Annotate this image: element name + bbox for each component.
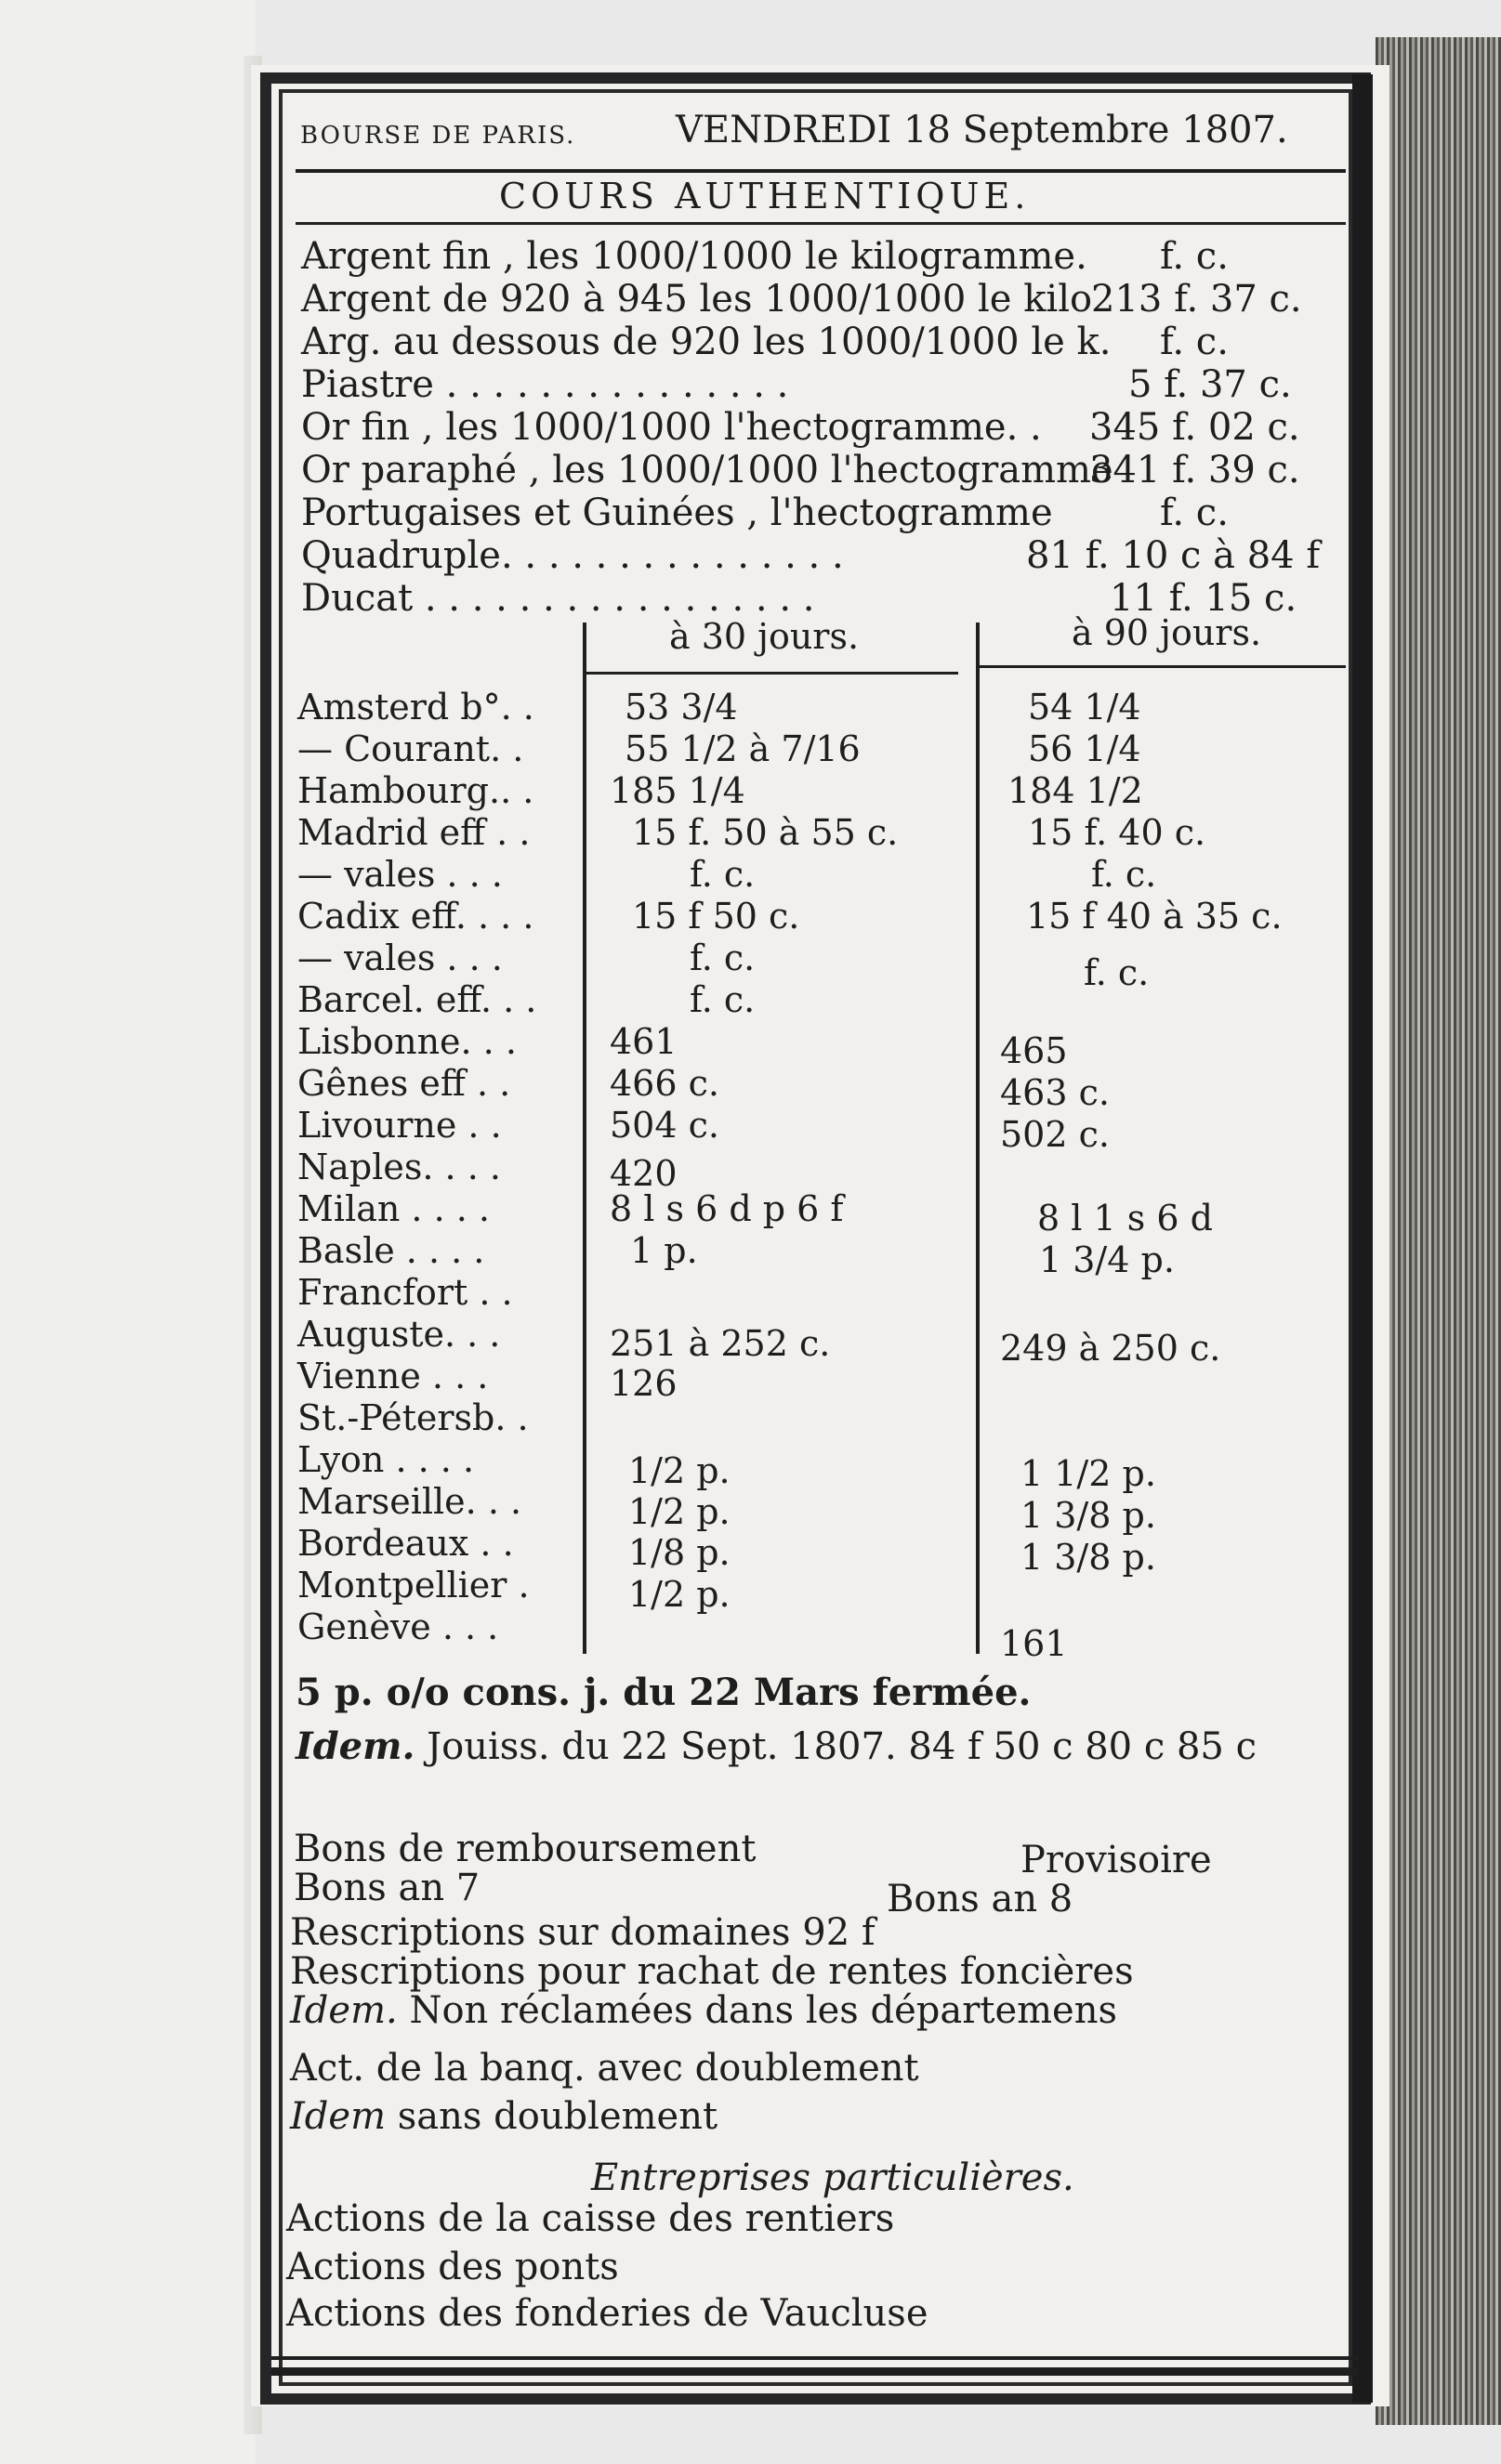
city-label: — Courant. . [297,728,524,769]
metal-price: f. c. [1160,491,1229,534]
city-label: Francfort . . [297,1272,513,1313]
city-label: — vales . . . [297,854,503,895]
metal-price: f. c. [1160,321,1229,363]
rentes-idem: Idem. [296,1724,415,1768]
city-label: Auguste. . . [297,1314,501,1355]
idem-non-reclamees-line [290,1990,1117,2031]
rate-30: 185 1/4 [610,770,745,811]
frame-right-bar [1352,74,1373,2403]
rate-30: 15 f 50 c. [632,896,800,937]
metal-label: Or paraphé , les 1000/1000 l'hectogramme [301,449,1113,491]
rate-30: 53 3/4 [625,687,738,727]
entreprises-heading: Entreprises particulières. [591,2156,1074,2199]
city-label: Lisbonne. . . [297,1021,517,1062]
bons-an-8: Bons an 8 [887,1878,1073,1920]
rate-90: 8 l 1 s 6 d [1037,1198,1213,1239]
rate-90: f. c. [1084,952,1150,993]
rate-90: 465 [1000,1030,1068,1071]
rate-90: 54 1/4 [1028,687,1141,727]
rate-30: 466 c. [610,1063,719,1104]
rate-30: 251 à 252 c. [610,1323,831,1364]
city-label: Amsterd b°. . [297,687,534,727]
rate-30: 461 [610,1021,678,1062]
city-label: Hambourg.. . [297,770,534,811]
header-rule [296,169,1346,173]
rate-30: 1/2 p. [628,1574,731,1615]
metal-label: Argent fin , les 1000/1000 le kilogramme. [301,235,1087,278]
bons-an-7: Bons an 7 [294,1867,481,1909]
idem-sans-doublement-line [290,2096,718,2137]
entreprise-item: Actions des ponts [286,2246,619,2288]
city-label: Cadix eff. . . . [297,896,534,937]
rate-30: 55 1/2 à 7/16 [625,728,861,769]
rate-30: 126 [610,1363,678,1404]
metal-label: Ducat . . . . . . . . . . . . . . . . . [301,577,815,620]
rescriptions-domaines: Rescriptions sur domaines 92 f [290,1911,876,1954]
page-edges [1376,37,1501,2425]
bons-provisoire: Provisoire [1020,1839,1212,1881]
idem-label: Idem [290,2095,387,2138]
rate-90: 463 c. [1000,1072,1110,1113]
col30-header-rule [586,672,958,675]
rate-30: 1/8 p. [628,1532,731,1573]
bottom-rule-upper [271,2356,1359,2360]
city-label: — vales . . . [297,937,503,978]
table-divider-right [976,623,980,1654]
city-label: Montpellier . [297,1565,530,1606]
rate-90: 502 c. [1000,1114,1110,1155]
title-rule [296,222,1346,225]
rate-30: f. c. [690,937,756,978]
rate-30: 8 l s 6 d p 6 f [610,1188,844,1229]
metal-label: Piastre . . . . . . . . . . . . . . . [301,363,789,406]
metal-price: 341 f. 39 c. [1089,449,1300,491]
metal-price: 345 f. 02 c. [1089,406,1300,449]
bons-remboursement: Bons de remboursement [294,1828,757,1870]
rentes-jouissance: Jouiss. du 22 Sept. 1807. 84 f 50 c 80 c 85 c [415,1725,1257,1768]
metal-label: Quadruple. . . . . . . . . . . . . . . [301,534,844,577]
rate-90: 1 3/8 p. [1020,1495,1156,1536]
rentes-idem-line [296,1726,1257,1767]
rate-30: 15 f. 50 à 55 c. [632,812,899,853]
city-label: Naples. . . . [297,1147,501,1187]
rate-90: 161 [1000,1623,1068,1664]
metal-price: f. c. [1160,235,1229,278]
rate-30: 420 [610,1153,678,1194]
page-title: COURS AUTHENTIQUE. [499,176,1031,216]
metal-price: 81 f. 10 c à 84 f [1026,534,1321,577]
table-divider-left [583,623,586,1654]
rescriptions-rachat: Rescriptions pour rachat de rentes foncières [290,1950,1134,1993]
rate-90: f. c. [1091,854,1157,895]
rate-90: 15 f. 40 c. [1028,812,1206,853]
rate-90: 249 à 250 c. [1000,1328,1221,1369]
city-label: Gênes eff . . [297,1063,511,1104]
city-label: Marseille. . . [297,1481,522,1522]
rate-30: 1/2 p. [628,1450,731,1491]
city-label: Madrid eff . . [297,812,531,853]
rate-30: 1/2 p. [628,1491,731,1532]
idem-label: Idem. [290,1989,398,2032]
city-label: Barcel. eff. . . [297,979,537,1020]
metal-price: 5 f. 37 c. [1128,363,1292,406]
rate-90: 184 1/2 [1007,770,1143,811]
actions-banque: Act. de la banq. avec doublement [290,2047,919,2090]
metal-price: 11 f. 15 c. [1110,577,1297,620]
city-label: Livourne . . [297,1105,502,1146]
rate-90: 1 3/4 p. [1039,1239,1175,1280]
city-label: St.-Pétersb. . [297,1397,529,1438]
left-page [0,0,256,2464]
rentes-consolidated: 5 p. o/o cons. j. du 22 Mars fermée. [296,1671,1032,1714]
col90-header-rule [980,665,1346,668]
city-label: Vienne . . . [297,1356,489,1396]
city-label: Milan . . . . [297,1188,490,1229]
city-label: Genève . . . [297,1606,499,1647]
metal-price: 213 f. 37 c. [1091,278,1302,321]
metal-label: Argent de 920 à 945 les 1000/1000 le kilo [301,278,1093,321]
rate-30: 1 p. [630,1230,698,1271]
rate-90: 15 f 40 à 35 c. [1026,896,1283,937]
header-date: VENDREDI 18 Septembre 1807. [676,109,1288,151]
rate-90: 1 3/8 p. [1020,1537,1156,1578]
rate-30: f. c. [690,979,756,1020]
metal-label: Or fin , les 1000/1000 l'hectogramme. . [301,406,1042,449]
city-label: Lyon . . . . [297,1439,475,1480]
bottom-rule-lower [271,2367,1359,2376]
city-label: Basle . . . . [297,1230,485,1271]
col-90-header: à 90 jours. [1072,612,1262,653]
rate-30: f. c. [690,854,756,895]
non-reclamees: Non réclamées dans les départemens [397,1989,1118,2032]
entreprise-item: Actions des fonderies de Vaucluse [286,2292,928,2335]
metal-label: Arg. au dessous de 920 les 1000/1000 le k. [301,321,1112,363]
header-exchange: BOURSE DE PARIS. [300,122,576,150]
entreprise-item: Actions de la caisse des rentiers [286,2197,895,2240]
metal-label: Portugaises et Guinées , l'hectogramme [301,491,1053,534]
rate-30: 504 c. [610,1105,719,1146]
rate-90: 1 1/2 p. [1020,1453,1156,1494]
rate-90: 56 1/4 [1028,728,1141,769]
city-label: Bordeaux . . [297,1523,514,1564]
sans-doublement: sans doublement [386,2095,718,2138]
col-30-header: à 30 jours. [669,616,860,657]
